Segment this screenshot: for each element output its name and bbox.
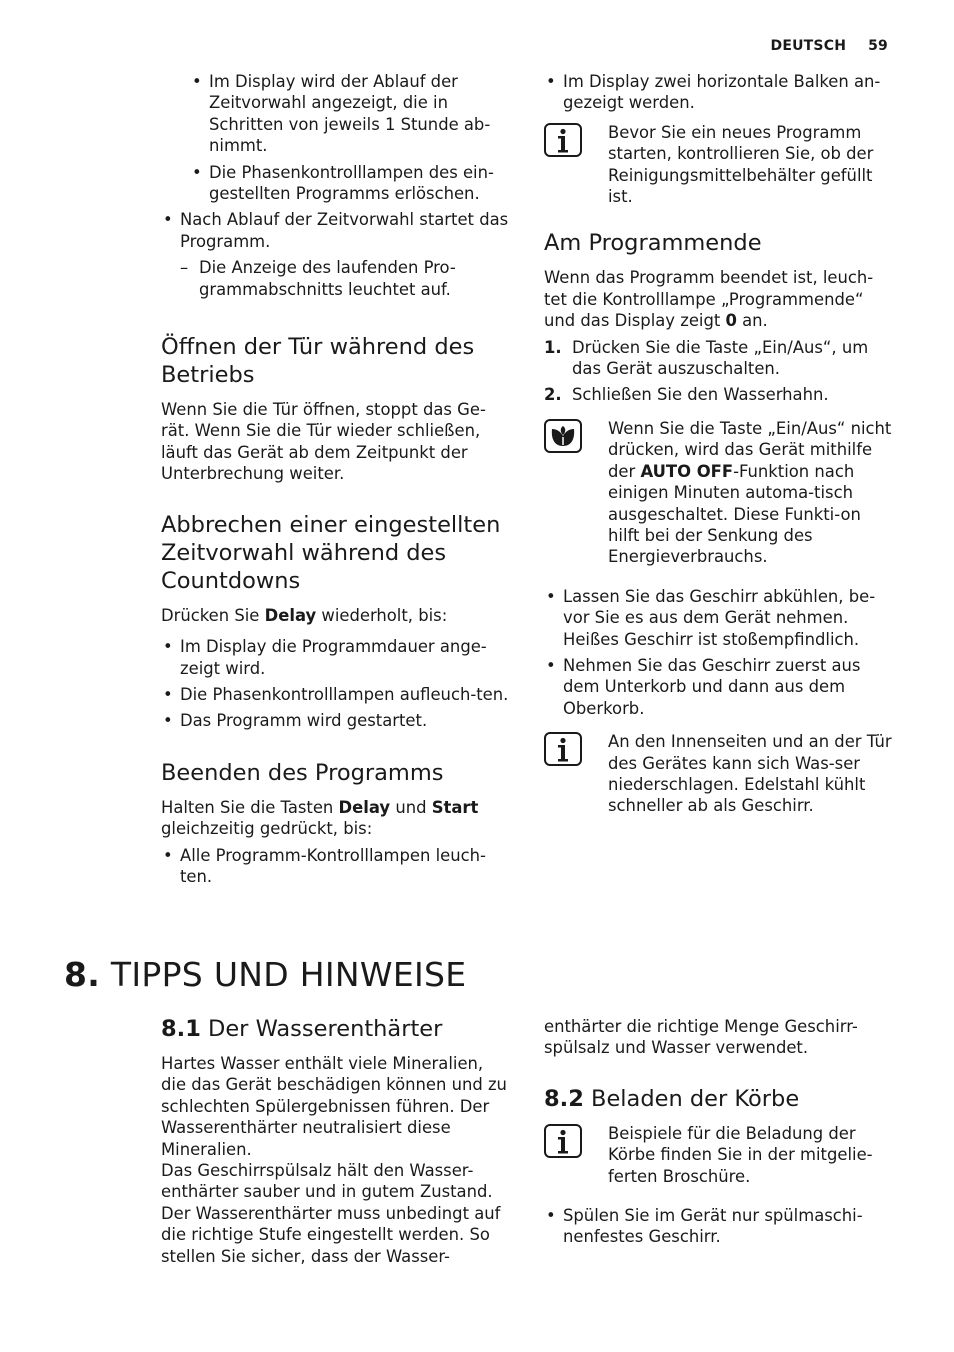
list-item: – Die Anzeige des laufenden Pro-grammabschnitts leuchtet auf.: [180, 257, 511, 300]
list-item: • Spülen Sie im Gerät nur spülmaschi-nenfestes Geschirr.: [544, 1205, 894, 1248]
section-title-program-end: Am Programmende: [544, 230, 762, 257]
info-note: [544, 122, 894, 208]
sub-bullet-list: [190, 71, 511, 204]
info-note: [544, 1123, 894, 1187]
section-title-door: Öffnen der Tür während des Betriebs: [161, 334, 475, 389]
note-text: An den Innenseiten und an der Tür des Gerätes kann sich Was-ser niederschlagen. Edelstahl kühlt schneller ab als Geschirr.: [608, 732, 892, 816]
info-icon: [544, 1124, 582, 1158]
eco-note: [544, 418, 894, 568]
note-text: Beispiele für die Beladung der Körbe finden Sie in der mitgelie-ferten Broschüre.: [608, 1123, 873, 1186]
section-title-cancel: Abbrechen einer eingestellten Zeitvorwahl während des Countdowns: [161, 511, 501, 594]
list-item: 2. Schließen Sie den Wasserhahn.: [544, 385, 829, 405]
left-column: [161, 71, 511, 892]
page-number: 59: [868, 38, 888, 54]
section-8-2-column: [544, 1016, 894, 1253]
list-item: • Im Display wird der Ablauf der Zeitvorwahl angezeigt, die in Schritten von jeweils 1 Stunde ab-nimmt.: [190, 71, 511, 157]
dash-list: [180, 257, 511, 300]
list-item: • Das Programm wird gestartet.: [161, 710, 511, 731]
section-8-1: [161, 1015, 511, 1277]
bullet-list: [161, 845, 511, 888]
list-item: • Lassen Sie das Geschirr abkühlen, be-vor Sie es aus dem Gerät nehmen. Heißes Geschirr ist stoßempfindlich.: [544, 586, 894, 650]
paragraph: Hartes Wasser enthält viele Mineralien, die das Gerät beschädigen können und zu schlechten Spülergebnissen führen. Der Wasserenthärter neutralisiert diese Mineralien.: [161, 1054, 507, 1159]
list-item: • Nach Ablauf der Zeitvorwahl startet das Programm.: [161, 209, 511, 252]
note-text: Bevor Sie ein neues Programm starten, kontrollieren Sie, ob der Reinigungsmittelbehälter gefüllt ist.: [608, 122, 874, 207]
bullet-list: [161, 636, 511, 732]
paragraph: Drücken Sie Delay wiederholt, bis:: [161, 605, 448, 625]
list-item: • Die Phasenkontrolllampen aufleuch-ten.: [161, 684, 511, 705]
list-item: • Die Phasenkontrolllampen des ein-gestellten Programms erlöschen.: [190, 162, 511, 205]
paragraph: Wenn Sie die Tür öffnen, stoppt das Ge-rät. Wenn Sie die Tür wieder schließen, läuft das Gerät ab dem Zeitpunkt der Unterbrechung weiter.: [161, 400, 486, 484]
paragraph: Das Geschirrspülsalz hält den Wasser-enthärter sauber und in gutem Zustand. Der Wasserenthärter muss unbedingt auf die richtige Stufe eingestellt werden. So stellen Sie sicher, dass der Wasser-: [161, 1161, 501, 1266]
list-item: • Im Display die Programmdauer ange-zeigt wird.: [161, 636, 511, 679]
info-icon: [544, 732, 582, 766]
paragraph: Wenn das Programm beendet ist, leuch-tet die Kontrolllampe „Programmende“ und das Display zeigt 0 an.: [544, 268, 874, 331]
bullet-list: [544, 586, 894, 719]
section-title-end: Beenden des Programms: [161, 759, 444, 786]
info-icon: [544, 123, 582, 157]
paragraph: enthärter die richtige Menge Geschirr-spülsalz und Wasser verwendet.: [544, 1017, 858, 1058]
right-column: [544, 71, 894, 829]
note-text: Wenn Sie die Taste „Ein/Aus“ nicht drücken, wird das Gerät mithilfe der AUTO OFF-Funktion nach einigen Minuten automa-tisch ausgeschaltet. Diese Funkti-on hilft bei der Senkung des Energieverbrauchs.: [608, 418, 892, 567]
chapter-title: 8. TIPPS UND HINWEISE: [64, 955, 467, 994]
info-note: [544, 731, 894, 817]
header-language: DEUTSCH: [770, 38, 847, 54]
section-title-8-1: 8.1 Der Wasserenthärter: [161, 1016, 443, 1042]
bullet-list: [544, 1205, 894, 1248]
step-list: [544, 337, 894, 406]
paragraph: Halten Sie die Tasten Delay und Start gleichzeitig gedrückt, bis:: [161, 797, 479, 839]
list-item: • Im Display zwei horizontale Balken an-gezeigt werden.: [544, 71, 894, 114]
list-item: 1. Drücken Sie die Taste „Ein/Aus“, um das Gerät auszuschalten.: [544, 337, 869, 379]
list-item: • Alle Programm-Kontrolllampen leuch-ten.: [161, 845, 511, 888]
bullet-list: [161, 209, 511, 252]
leaf-icon: [544, 419, 582, 453]
bullet-list: [544, 71, 894, 114]
list-item: • Nehmen Sie das Geschirr zuerst aus dem Unterkorb und dann aus dem Oberkorb.: [544, 655, 894, 719]
section-title-8-2: 8.2 Beladen der Körbe: [544, 1085, 800, 1112]
page-header: [771, 38, 888, 54]
